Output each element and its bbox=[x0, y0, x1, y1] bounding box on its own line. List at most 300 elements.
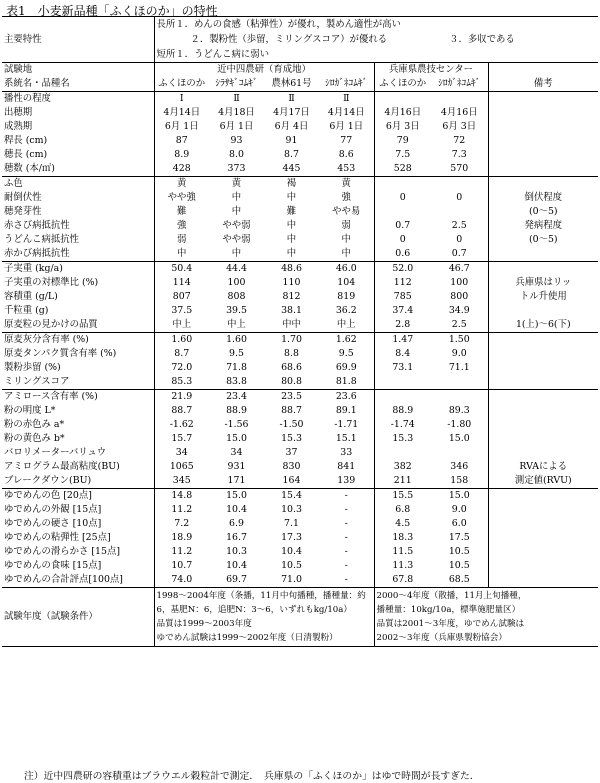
cell: 11.2 bbox=[171, 546, 193, 557]
cell: 0.7 bbox=[395, 220, 411, 231]
feature-line-2: ２．製粉性（歩留，ミリングスコア）が優れる ３．多収である bbox=[190, 34, 515, 45]
cell: 10.3 bbox=[226, 546, 247, 557]
cell: 158 bbox=[431, 474, 488, 489]
row-label: 子実重の対標準比 (%) bbox=[2, 276, 154, 290]
remark-cell bbox=[488, 432, 598, 446]
table-row bbox=[2, 191, 598, 205]
cell: 38.1 bbox=[281, 305, 302, 316]
row-label: 穂長 (cm) bbox=[2, 148, 154, 162]
remark-cell bbox=[488, 559, 598, 573]
cell: 164 bbox=[264, 474, 319, 489]
table-row bbox=[2, 162, 598, 177]
cell: 10.4 bbox=[226, 504, 247, 515]
cell: 中中 bbox=[264, 318, 319, 333]
table-row bbox=[2, 304, 598, 318]
cell: やや強 bbox=[167, 192, 196, 203]
row-label: ブレークダウン(BU) bbox=[2, 474, 154, 489]
variety-1: ｼﾗｻｷﾞｺﾑｷﾞ bbox=[209, 77, 264, 92]
cell: 6月 3日 bbox=[442, 121, 477, 132]
cell: 72.0 bbox=[171, 362, 193, 373]
table-row bbox=[2, 559, 598, 573]
table-row bbox=[2, 531, 598, 545]
cell: Ⅰ bbox=[179, 93, 184, 104]
row-label: ゆでめんの滑らかさ [15点] bbox=[2, 545, 154, 559]
cell: -1.74 bbox=[390, 419, 415, 430]
table-row bbox=[2, 361, 598, 375]
cell: 6.0 bbox=[451, 518, 467, 529]
cell bbox=[374, 92, 431, 107]
conditions-left-1: 1998～2004年度（条播，11月中旬播種，播種量：約 bbox=[156, 591, 366, 601]
remark-cell bbox=[488, 517, 598, 531]
row-label: 赤かび病抵抗性 bbox=[2, 247, 154, 262]
cell: 4月14日 bbox=[319, 106, 374, 120]
cell: 382 bbox=[393, 461, 412, 472]
cell: 17.3 bbox=[281, 532, 302, 543]
cell: 15.3 bbox=[281, 433, 302, 444]
cell: 中 bbox=[154, 247, 209, 262]
cell bbox=[374, 390, 431, 405]
cell: 14.8 bbox=[154, 489, 209, 504]
conditions-label: 試験年度（試験条件） bbox=[2, 588, 154, 647]
table-row bbox=[2, 120, 598, 134]
cell: 0 bbox=[399, 234, 406, 245]
cell: 16.7 bbox=[226, 532, 247, 543]
remark-cell bbox=[488, 545, 598, 559]
cell: 1.70 bbox=[264, 333, 319, 348]
row-label: アミロース含有率 (%) bbox=[2, 390, 154, 405]
cell: 7.5 bbox=[395, 149, 411, 160]
cell: 強 bbox=[177, 220, 187, 231]
cell: 345 bbox=[154, 474, 209, 489]
cell: 87 bbox=[175, 135, 188, 146]
cell: 211 bbox=[374, 474, 431, 489]
cell: 10.3 bbox=[281, 504, 302, 515]
row-label: 粉の黄色み b* bbox=[2, 432, 154, 446]
table-row bbox=[2, 446, 598, 460]
conditions-row bbox=[2, 588, 598, 647]
remark-cell bbox=[488, 304, 598, 318]
cell: - bbox=[319, 489, 374, 504]
cell: 15.7 bbox=[171, 433, 193, 444]
cell: 1.50 bbox=[431, 333, 488, 348]
cell: 9.5 bbox=[319, 347, 374, 361]
cell: -1.56 bbox=[224, 419, 249, 430]
row-label: 出穂期 bbox=[2, 106, 154, 120]
cell bbox=[431, 92, 488, 107]
cell: 93 bbox=[230, 135, 243, 146]
header-site-row bbox=[2, 63, 598, 78]
site-label: 試験地 bbox=[2, 63, 154, 78]
cell: 黄 bbox=[209, 177, 264, 192]
cell: -1.50 bbox=[279, 419, 304, 430]
variety-0: ふくほのか bbox=[154, 77, 209, 92]
table-row bbox=[2, 205, 598, 219]
conditions-right-3: 品質は2001～3年度，ゆでめん試験は bbox=[376, 619, 525, 629]
table-row bbox=[2, 262, 598, 277]
cell: 8.0 bbox=[229, 149, 244, 160]
row-label: 播性の程度 bbox=[2, 92, 154, 107]
cell: 21.9 bbox=[154, 390, 209, 405]
conditions-left bbox=[154, 588, 374, 647]
row-label: ゆでめんの合計評点[100点] bbox=[2, 573, 154, 588]
feature-line-1: 長所１．めんの食感（粘弾性）が優れ，製めん適性が高い bbox=[156, 19, 401, 30]
cell: 800 bbox=[450, 291, 469, 302]
cell: 15.4 bbox=[264, 489, 319, 504]
conditions-right-2: 播種量：10kg/10a，標準施肥量区） bbox=[376, 605, 521, 615]
cell: 23.6 bbox=[319, 390, 374, 405]
cell: やや弱 bbox=[222, 234, 251, 245]
cell bbox=[431, 375, 488, 390]
table-row bbox=[2, 276, 598, 290]
conditions-left-3: 品質は1999～2003年度 bbox=[156, 619, 252, 629]
cell: 71.0 bbox=[264, 573, 319, 588]
cell: 1.60 bbox=[209, 333, 264, 348]
variety-3: ｼﾛｶﾞﾈｺﾑｷﾞ bbox=[319, 77, 374, 92]
cell: 100 bbox=[227, 277, 246, 288]
cell: 10.4 bbox=[281, 546, 302, 557]
cell: 8.6 bbox=[319, 148, 374, 162]
cell bbox=[374, 375, 431, 390]
row-label: ゆでめんの色 [20点] bbox=[2, 489, 154, 504]
variety-4: ふくほのか bbox=[374, 77, 431, 92]
remark-cell bbox=[488, 247, 598, 262]
row-label: 稈長 (cm) bbox=[2, 134, 154, 148]
remark-cell bbox=[488, 177, 598, 192]
remark-cell bbox=[488, 418, 598, 432]
table-row bbox=[2, 106, 598, 120]
row-label: 原麦灰分含有率 (%) bbox=[2, 333, 154, 348]
remark-cell bbox=[488, 162, 598, 177]
remark-cell: 測定値(RVU) bbox=[488, 474, 598, 489]
table-row bbox=[2, 177, 598, 192]
remark-cell bbox=[488, 573, 598, 588]
cell: 11.5 bbox=[392, 546, 414, 557]
conditions-left-2: 6，基肥N：6，追肥N：3～6，いずれもkg/10a） bbox=[156, 605, 352, 615]
cell: 6.9 bbox=[229, 518, 244, 529]
cell: 9.0 bbox=[451, 504, 467, 515]
cell: 71.1 bbox=[448, 362, 470, 373]
cell: 81.8 bbox=[319, 375, 374, 390]
cell: 15.3 bbox=[392, 433, 414, 444]
cell: 4月17日 bbox=[273, 107, 310, 118]
table-title: 表1 小麦新品種「ふくほのか」の特性 bbox=[6, 4, 218, 18]
cell: 4月18日 bbox=[218, 107, 255, 118]
cell: 中 bbox=[286, 192, 297, 203]
cell: 112 bbox=[393, 277, 412, 288]
cell: 33 bbox=[319, 446, 374, 460]
cell: 71.8 bbox=[226, 362, 247, 373]
cell: 4月16日 bbox=[440, 107, 478, 118]
cell: 453 bbox=[319, 162, 374, 177]
remark-cell bbox=[488, 404, 598, 418]
cell: 弱 bbox=[319, 219, 374, 233]
remark-cell bbox=[488, 148, 598, 162]
cell: 2.5 bbox=[431, 318, 488, 333]
cell: 7.2 bbox=[174, 518, 190, 529]
table-row bbox=[2, 404, 598, 418]
cell: 11.2 bbox=[171, 504, 193, 515]
cell: Ⅱ bbox=[233, 93, 240, 104]
remark-cell bbox=[488, 390, 598, 405]
table-row bbox=[2, 503, 598, 517]
cell: 0 bbox=[456, 234, 463, 245]
cell: 83.8 bbox=[209, 375, 264, 390]
cell: やや易 bbox=[319, 205, 374, 219]
cell: 1.62 bbox=[319, 333, 374, 348]
cell: 17.5 bbox=[448, 532, 470, 543]
cell: 中上 bbox=[154, 318, 209, 333]
row-label: 千粒重 (g) bbox=[2, 304, 154, 318]
cell: 570 bbox=[431, 162, 488, 177]
cell: 6月 3日 bbox=[385, 121, 420, 132]
cell: -1.80 bbox=[447, 419, 472, 430]
cell: 1065 bbox=[169, 461, 194, 472]
cell: 10.7 bbox=[171, 560, 193, 571]
row-label: 原麦タンパク質含有率 (%) bbox=[2, 347, 154, 361]
cell: 100 bbox=[450, 277, 469, 288]
remark-cell bbox=[488, 531, 598, 545]
cell bbox=[374, 177, 431, 192]
table-row bbox=[2, 92, 598, 107]
cell: -1.62 bbox=[169, 419, 194, 430]
cell: 15.0 bbox=[209, 489, 264, 504]
cell: 67.8 bbox=[374, 573, 431, 588]
cell: 弱 bbox=[177, 234, 187, 245]
cell: 7.3 bbox=[451, 149, 467, 160]
table-row bbox=[2, 474, 598, 489]
cell: Ⅱ bbox=[319, 92, 374, 107]
cell: 80.8 bbox=[264, 375, 319, 390]
row-label: 赤さび病抵抗性 bbox=[2, 219, 154, 233]
cell: 52.0 bbox=[374, 262, 431, 277]
cell: 4.5 bbox=[395, 518, 411, 529]
site-2: 兵庫県農技センター bbox=[388, 64, 473, 75]
cell: 69.9 bbox=[319, 361, 374, 375]
cell bbox=[431, 390, 488, 405]
table-row bbox=[2, 318, 598, 333]
row-label: 容積重 (g/L) bbox=[2, 290, 154, 304]
cell: 黄 bbox=[154, 177, 209, 192]
cell: 0 bbox=[399, 192, 406, 203]
cell: 10.5 bbox=[448, 560, 470, 571]
cell: 373 bbox=[209, 162, 264, 177]
cell: 中 bbox=[319, 233, 374, 247]
cell: 44.4 bbox=[209, 262, 264, 277]
cell: 73.1 bbox=[392, 362, 414, 373]
table-row bbox=[2, 134, 598, 148]
cell: - bbox=[319, 573, 374, 588]
row-label: 子実重 (kg/a) bbox=[2, 262, 154, 277]
cell: 強 bbox=[319, 191, 374, 205]
table-row bbox=[2, 517, 598, 531]
cell: 88.9 bbox=[392, 405, 414, 416]
cell: 89.1 bbox=[319, 404, 374, 418]
cell: 中 bbox=[231, 192, 242, 203]
cell: 中上 bbox=[319, 318, 374, 333]
table-row bbox=[2, 148, 598, 162]
row-label: 耐倒伏性 bbox=[2, 191, 154, 205]
features-label: 主要特性 bbox=[2, 17, 154, 63]
cell: 4月14日 bbox=[163, 107, 201, 118]
remark-cell: (0～5) bbox=[488, 205, 598, 219]
cell: 34 bbox=[230, 447, 243, 458]
row-label: アミログラム最高粘度(BU) bbox=[2, 460, 154, 474]
row-label: ゆでめんの食味 [15点] bbox=[2, 559, 154, 573]
cell: 9.0 bbox=[451, 348, 467, 359]
cell bbox=[431, 177, 488, 192]
cell: 171 bbox=[209, 474, 264, 489]
cell: 18.3 bbox=[392, 532, 414, 543]
row-label: バロリメーターバリュウ bbox=[2, 446, 154, 460]
characteristics-table bbox=[2, 16, 598, 647]
cell: 10.5 bbox=[448, 546, 470, 557]
cell: 8.8 bbox=[284, 348, 299, 359]
table-row bbox=[2, 390, 598, 405]
cell: 445 bbox=[264, 162, 319, 177]
cell: 褐 bbox=[264, 177, 319, 192]
row-label: 粉の赤色み a* bbox=[2, 418, 154, 432]
cell: 139 bbox=[319, 474, 374, 489]
cell: 中 bbox=[286, 220, 297, 231]
remark-cell bbox=[488, 120, 598, 134]
cell: 88.7 bbox=[171, 405, 193, 416]
table-row bbox=[2, 219, 598, 233]
cell bbox=[431, 446, 488, 460]
cell: 36.2 bbox=[319, 304, 374, 318]
cell: - bbox=[319, 531, 374, 545]
cell: 89.3 bbox=[448, 405, 470, 416]
footnote: 注）近中四農研の容積重はブラウエル穀粒計で測定． 兵庫県の「ふくほのか」はゆで時間が長すぎた． bbox=[24, 771, 480, 782]
cell: 中上 bbox=[209, 318, 264, 333]
cell: 2.8 bbox=[374, 318, 431, 333]
cell: 中 bbox=[319, 247, 374, 262]
cell: 6月 1日 bbox=[164, 121, 199, 132]
remark-cell bbox=[488, 503, 598, 517]
row-label: 穂数 (本/㎡) bbox=[2, 162, 154, 177]
cell: 85.3 bbox=[154, 375, 209, 390]
cell: 10.5 bbox=[281, 560, 302, 571]
cell: Ⅱ bbox=[288, 93, 295, 104]
cell: 23.5 bbox=[264, 390, 319, 405]
cell: 88.7 bbox=[281, 405, 302, 416]
cell: 0.7 bbox=[431, 247, 488, 262]
cell: 中 bbox=[209, 247, 264, 262]
cell: 46.0 bbox=[319, 262, 374, 277]
row-label: 穂発芽性 bbox=[2, 205, 154, 219]
table-row bbox=[2, 573, 598, 588]
cell: 8.4 bbox=[395, 348, 411, 359]
cell: 0 bbox=[456, 192, 463, 203]
cell: 819 bbox=[319, 290, 374, 304]
conditions-right-4: 2002～3年度（兵庫県製粉協会） bbox=[376, 633, 507, 643]
cell: 37.4 bbox=[392, 305, 414, 316]
cell: -1.71 bbox=[319, 418, 374, 432]
row-label: うどんこ病抵抗性 bbox=[2, 233, 154, 247]
cell: 79 bbox=[396, 135, 409, 146]
cell: - bbox=[319, 545, 374, 559]
table-row bbox=[2, 545, 598, 559]
cell: 8.7 bbox=[284, 149, 299, 160]
cell: 6月 4日 bbox=[274, 121, 309, 132]
cell: 34 bbox=[175, 447, 188, 458]
cell: 37 bbox=[285, 447, 298, 458]
cell: 37.5 bbox=[171, 305, 193, 316]
remarks-header: 備考 bbox=[488, 77, 598, 92]
row-label: ふ色 bbox=[2, 177, 154, 192]
table-row bbox=[2, 233, 598, 247]
cell: - bbox=[319, 517, 374, 531]
cell: 中 bbox=[286, 234, 297, 245]
table-row bbox=[2, 247, 598, 262]
cell: 8.7 bbox=[174, 348, 190, 359]
row-label: ゆでめんの硬さ [10点] bbox=[2, 517, 154, 531]
remark-cell: 1(上)～6(下) bbox=[488, 318, 598, 333]
table-row bbox=[2, 489, 598, 504]
cell: 中 bbox=[264, 247, 319, 262]
cell: 68.5 bbox=[431, 573, 488, 588]
table-row bbox=[2, 290, 598, 304]
cell: 114 bbox=[172, 277, 191, 288]
cell: 難 bbox=[177, 206, 187, 217]
remark-cell: 倒伏程度 bbox=[488, 191, 598, 205]
cell: 6月 1日 bbox=[319, 120, 374, 134]
features-row bbox=[2, 17, 598, 63]
variety-5: ｼﾛｶﾞﾈｺﾑｷﾞ bbox=[431, 77, 488, 92]
cell: 6.8 bbox=[395, 504, 411, 515]
cell: 15.1 bbox=[319, 432, 374, 446]
cell: - bbox=[319, 503, 374, 517]
remark-cell bbox=[488, 333, 598, 348]
cell: 48.6 bbox=[264, 262, 319, 277]
cell: 黄 bbox=[319, 177, 374, 192]
row-label: ゆでめんの粘弾性 [25点] bbox=[2, 531, 154, 545]
remark-cell: トル升使用 bbox=[488, 290, 598, 304]
cell: 74.0 bbox=[154, 573, 209, 588]
variety-label: 系統名・品種名 bbox=[2, 77, 154, 92]
remark-cell bbox=[488, 375, 598, 390]
cell: 50.4 bbox=[154, 262, 209, 277]
variety-2: 農林61号 bbox=[264, 77, 319, 92]
cell: 104 bbox=[319, 276, 374, 290]
cell: 91 bbox=[285, 135, 298, 146]
row-label: ゆでめんの外観 [15点] bbox=[2, 503, 154, 517]
site-1: 近中四農研（育成地） bbox=[154, 63, 374, 78]
cell: 931 bbox=[227, 461, 246, 472]
row-label: 成熟期 bbox=[2, 120, 154, 134]
cell: やや弱 bbox=[222, 220, 251, 231]
cell: 808 bbox=[227, 291, 246, 302]
cell: 11.3 bbox=[392, 560, 414, 571]
cell: 72 bbox=[453, 135, 466, 146]
cell: 110 bbox=[282, 277, 301, 288]
cell: 807 bbox=[172, 291, 191, 302]
cell: 46.7 bbox=[431, 262, 488, 277]
remark-cell: (0～5) bbox=[488, 233, 598, 247]
remark-cell: 発病程度 bbox=[488, 219, 598, 233]
cell: 68.6 bbox=[281, 362, 302, 373]
table-row bbox=[2, 432, 598, 446]
cell: 69.7 bbox=[209, 573, 264, 588]
cell: 難 bbox=[286, 206, 297, 217]
cell: 23.4 bbox=[209, 390, 264, 405]
cell bbox=[374, 205, 431, 219]
cell: 7.1 bbox=[284, 518, 299, 529]
cell: 15.0 bbox=[226, 433, 247, 444]
cell: 15.0 bbox=[448, 433, 470, 444]
cell: 88.9 bbox=[226, 405, 247, 416]
row-label: 製粉歩留 (%) bbox=[2, 361, 154, 375]
row-label: 粉の明度 L* bbox=[2, 404, 154, 418]
